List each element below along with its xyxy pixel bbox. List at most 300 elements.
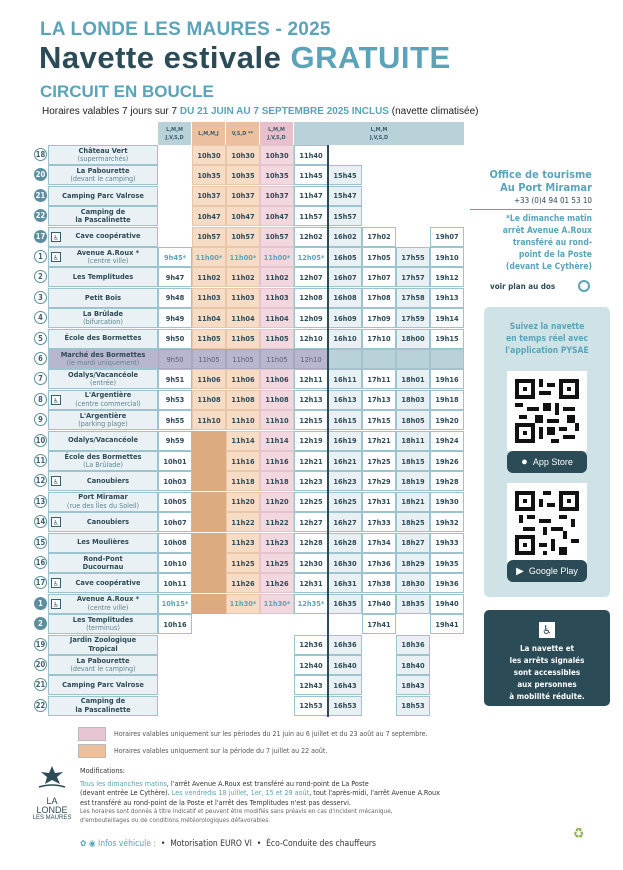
- time-cell: 16h08: [328, 288, 362, 308]
- time-cell: 16h36: [328, 635, 362, 655]
- stop-name: [48, 165, 158, 185]
- google-play-button[interactable]: [507, 560, 587, 582]
- time-cell: [294, 614, 328, 634]
- time-cell: 12h10: [294, 349, 328, 369]
- stop-name-text: Camping de: [80, 206, 126, 216]
- time-cell: 10h47: [192, 206, 226, 226]
- table-row: [34, 349, 464, 369]
- stop-name-text: Canoubiers: [86, 476, 130, 486]
- time-cell: 19h10: [430, 247, 464, 267]
- stop-name-text: La Pabourette: [76, 165, 130, 175]
- time-cell: 19h30: [430, 492, 464, 512]
- town-logo: [30, 765, 74, 821]
- time-cell: 17h07: [362, 267, 396, 287]
- stop-number: 7: [34, 372, 47, 385]
- time-cell: 11h05: [260, 349, 294, 369]
- stop-name-text: Camping Parc Valrose: [62, 190, 144, 200]
- time-cell: 15h47: [328, 186, 362, 206]
- note-line: point de la Poste: [518, 250, 592, 260]
- table-row: [34, 410, 464, 430]
- time-cell: 11h22: [226, 512, 260, 532]
- stop-name-text: Marché des Bormettes: [60, 349, 146, 359]
- time-cell: 11h03: [260, 288, 294, 308]
- subtitle: CIRCUIT EN BOUCLE: [40, 82, 214, 101]
- stop-number: 5: [34, 332, 47, 345]
- office-title-1: Office de tourisme: [489, 168, 592, 181]
- time-cell: [328, 349, 362, 369]
- stop-number: 4: [34, 311, 47, 324]
- time-cell: 12h09: [294, 308, 328, 328]
- time-cell: 11h02: [226, 267, 260, 287]
- stop-name: [48, 492, 158, 512]
- time-cell: 12h25: [294, 492, 328, 512]
- stop-name: [48, 451, 158, 471]
- stop-name-text: Les Moulières: [77, 537, 129, 547]
- time-cell: [192, 573, 226, 593]
- time-cell: 9h51: [158, 369, 192, 389]
- time-cell: 18h30: [396, 573, 430, 593]
- title-main: Navette estivale: [39, 40, 282, 75]
- time-cell: 17h58: [396, 288, 430, 308]
- qr-code-app-store[interactable]: [507, 371, 587, 451]
- time-cell: 11h16: [260, 451, 294, 471]
- time-cell: 16h09: [328, 308, 362, 328]
- table-row: [34, 227, 464, 247]
- time-cell: 18h19: [396, 471, 430, 491]
- qr-code-google-play[interactable]: [507, 483, 587, 563]
- time-cell: [192, 451, 226, 471]
- time-cell: 19h28: [430, 471, 464, 491]
- table-row: [34, 247, 464, 267]
- wheelchair-icon: ♿: [51, 232, 61, 242]
- time-cell: [362, 675, 396, 695]
- validity-dates: DU 21 JUIN AU 7 SEPTEMBRE 2025 INCLUS: [179, 106, 389, 117]
- time-cell: 9h49: [158, 308, 192, 328]
- stop-name-text: Odalys/Vacancéole: [67, 435, 139, 445]
- time-cell: 12h05*: [294, 247, 328, 267]
- legend-text-pink: Horaires valables uniquement sur les périodes du 21 juin au 6 juillet et du 23 août au 7 septembre.: [114, 730, 428, 738]
- time-cell: 17h59: [396, 308, 430, 328]
- time-cell: 11h22: [260, 512, 294, 532]
- time-cell: [362, 206, 396, 226]
- stop-name-detail: (centre ville): [87, 602, 129, 612]
- time-cell: 9h47: [158, 267, 192, 287]
- time-cell: 11h08: [192, 390, 226, 410]
- time-cell: [430, 145, 464, 165]
- time-cell: 11h14: [260, 431, 294, 451]
- stop-name-text: L'Argentière: [84, 390, 132, 400]
- time-cell: [158, 655, 192, 675]
- stop-name-detail: (bifurcation): [83, 317, 123, 327]
- time-cell: 18h03: [396, 390, 430, 410]
- wheelchair-icon: ♿: [51, 517, 61, 527]
- stop-number: 2: [34, 617, 47, 630]
- time-cell: 11h08: [260, 390, 294, 410]
- time-cell: 18h36: [396, 635, 430, 655]
- time-cell: 16h10: [328, 329, 362, 349]
- time-cell: [226, 696, 260, 716]
- column-header: [192, 122, 226, 145]
- time-cell: [328, 145, 362, 165]
- time-cell: [260, 635, 294, 655]
- table-row: [34, 553, 464, 573]
- time-cell: 11h14: [226, 431, 260, 451]
- time-cell: [192, 655, 226, 675]
- play-icon: ▶: [516, 565, 524, 577]
- time-cell: 11h00*: [260, 247, 294, 267]
- stop-name-text: La Brûlade: [82, 308, 124, 318]
- table-row: [34, 635, 464, 655]
- stop-name-detail: (entrée): [89, 378, 117, 388]
- time-cell: 16h02: [328, 227, 362, 247]
- time-cell: 17h38: [362, 573, 396, 593]
- time-cell: [158, 696, 192, 716]
- time-cell: 17h02: [362, 227, 396, 247]
- stop-name-detail: (terminus): [86, 623, 120, 633]
- time-cell: 19h24: [430, 431, 464, 451]
- time-cell: [396, 145, 430, 165]
- divider: [470, 209, 592, 210]
- table-row: [34, 533, 464, 553]
- time-cell: 16h28: [328, 533, 362, 553]
- table-row: [34, 390, 464, 410]
- qr-icon: [515, 491, 579, 555]
- time-cell: 10h57: [192, 227, 226, 247]
- time-cell: 11h10: [192, 410, 226, 430]
- legend-swatch-pink: [78, 727, 106, 741]
- time-cell: [260, 696, 294, 716]
- time-cell: 9h48: [158, 288, 192, 308]
- time-cell: 9h59: [158, 431, 192, 451]
- modifications-paragraph: est transféré au rond-point de la Poste et l'arrêt des Templitudes n'est pas desservi.: [80, 797, 351, 807]
- time-cell: 10h16: [158, 614, 192, 634]
- time-cell: 15h57: [328, 206, 362, 226]
- time-cell: 11h05: [192, 329, 226, 349]
- time-cell: 19h15: [430, 329, 464, 349]
- time-cell: 19h33: [430, 533, 464, 553]
- star-leaf-icon: [37, 765, 67, 791]
- time-cell: 17h21: [362, 431, 396, 451]
- stop-number: 20: [35, 660, 46, 669]
- stop-number: 9: [34, 413, 47, 426]
- time-cell: 17h34: [362, 533, 396, 553]
- time-cell: [430, 349, 464, 369]
- time-cell: 17h15: [362, 410, 396, 430]
- time-cell: 11h10: [226, 410, 260, 430]
- time-cell: 9h50: [158, 329, 192, 349]
- time-cell: 11h04: [226, 308, 260, 328]
- time-cell: [192, 533, 226, 553]
- pysae-title-line: Suivez la navette: [509, 322, 585, 332]
- time-cell: 19h36: [430, 573, 464, 593]
- time-cell: 12h19: [294, 431, 328, 451]
- table-row: [34, 165, 464, 185]
- time-cell: 18h15: [396, 451, 430, 471]
- time-cell: 12h40: [294, 655, 328, 675]
- stop-name-text: Cave coopérative: [75, 578, 141, 588]
- time-cell: 10h01: [158, 451, 192, 471]
- stop-number: 17: [35, 578, 46, 588]
- google-play-label: Google Play: [528, 566, 578, 576]
- validity-suffix: (navette climatisée): [391, 106, 479, 117]
- time-cell: [430, 186, 464, 206]
- stop-number: 22: [35, 700, 46, 710]
- time-cell: 10h37: [226, 186, 260, 206]
- time-cell: 16h27: [328, 512, 362, 532]
- time-cell: 11h23: [226, 533, 260, 553]
- time-cell: 19h14: [430, 308, 464, 328]
- column-header-line: J,V,S,D: [165, 134, 184, 141]
- time-cell: 17h10: [362, 329, 396, 349]
- modifications-paragraph: [80, 788, 460, 798]
- time-cell: 10h57: [260, 227, 294, 247]
- table-row: [34, 573, 464, 593]
- time-cell: 18h35: [396, 594, 430, 614]
- time-cell: 10h07: [158, 512, 192, 532]
- stop-name: [48, 308, 158, 328]
- logo-line-2: LES MAURES: [32, 815, 72, 821]
- time-cell: 19h35: [430, 553, 464, 573]
- recycle-icon: ♻: [573, 826, 585, 842]
- stop-name-text: Camping Parc Valrose: [62, 680, 144, 690]
- stop-name: [48, 369, 158, 389]
- ring-icon: [578, 280, 590, 292]
- time-cell: 12h31: [294, 573, 328, 593]
- time-cell: [192, 492, 226, 512]
- time-cell: 17h31: [362, 492, 396, 512]
- time-cell: 16h23: [328, 471, 362, 491]
- accessibility-line: La navette et: [519, 644, 575, 653]
- time-cell: [396, 349, 430, 369]
- time-cell: [430, 655, 464, 675]
- time-cell: [430, 696, 464, 716]
- app-store-button[interactable]: [507, 451, 587, 473]
- stop-name: [48, 614, 158, 634]
- text: , l'arrêt Avenue A.Roux est transféré au rond-point de La Poste: [166, 778, 369, 788]
- table-row: [34, 471, 464, 491]
- time-cell: 19h07: [430, 227, 464, 247]
- time-cell: 18h21: [396, 492, 430, 512]
- time-cell: [226, 655, 260, 675]
- time-cell: 11h05: [226, 329, 260, 349]
- modifications-notes: [80, 766, 460, 825]
- stop-name: [48, 349, 158, 369]
- stop-name-detail: (devant le camping): [70, 174, 136, 184]
- stop-number: 21: [35, 680, 46, 690]
- time-cell: 10h03: [158, 471, 192, 491]
- page-title: [39, 40, 451, 76]
- stop-name-detail: (centre ville): [87, 256, 129, 265]
- time-cell: [396, 614, 430, 634]
- time-cell: 16h21: [328, 451, 362, 471]
- table-row: [34, 288, 464, 308]
- pysae-title-line: en temps réel avec: [505, 334, 589, 344]
- time-cell: 11h06: [226, 369, 260, 389]
- stop-name-detail: (devant le camping): [70, 664, 136, 673]
- note-line: transféré au rond-: [512, 238, 592, 248]
- stop-number: 1: [34, 250, 47, 263]
- tourist-office-info: [470, 168, 592, 273]
- time-cell: 11h20: [226, 492, 260, 512]
- time-cell: 18h27: [396, 533, 430, 553]
- time-cell: 11h03: [226, 288, 260, 308]
- time-cell: 10h08: [158, 533, 192, 553]
- column-header: [294, 122, 464, 145]
- column-header-line: V,S,D **: [231, 130, 254, 137]
- time-cell: 9h45*: [158, 247, 192, 267]
- time-cell: [362, 349, 396, 369]
- time-cell: 19h18: [430, 390, 464, 410]
- stop-number: 20: [35, 170, 46, 180]
- text: , tout l'après-midi, l'arrêt Avenue A.Roux: [309, 788, 440, 797]
- stop-number: 3: [34, 291, 47, 304]
- time-cell: 16h19: [328, 431, 362, 451]
- time-cell: [192, 696, 226, 716]
- time-cell: 11h04: [192, 308, 226, 328]
- time-cell: 11h18: [260, 471, 294, 491]
- time-cell: 18h00: [396, 329, 430, 349]
- time-cell: 11h45: [294, 165, 328, 185]
- time-cell: 19h12: [430, 267, 464, 287]
- stop-name-detail: (supermarchés): [77, 154, 129, 163]
- stop-name: [48, 390, 158, 410]
- time-cell: 12h53: [294, 696, 328, 716]
- time-cell: 12h11: [294, 369, 328, 389]
- see-map-note: voir plan au dos: [490, 282, 556, 291]
- time-cell: 19h16: [430, 369, 464, 389]
- office-phone[interactable]: +33 (0)4 94 01 53 10: [513, 196, 592, 205]
- stop-name-detail: (parking plage): [78, 419, 128, 429]
- column-header-line: L,M,M,J: [198, 130, 219, 137]
- wheelchair-icon: ♿: [51, 476, 61, 486]
- time-cell: 17h33: [362, 512, 396, 532]
- table-row: [34, 512, 464, 532]
- time-cell: 12h07: [294, 267, 328, 287]
- time-cell: [192, 471, 226, 491]
- table-row: [34, 329, 464, 349]
- table-row: [34, 431, 464, 451]
- time-cell: [158, 675, 192, 695]
- accessibility-line: aux personnes: [517, 680, 577, 689]
- stop-name: [48, 533, 158, 553]
- time-cell: 17h40: [362, 594, 396, 614]
- time-cell: [362, 696, 396, 716]
- time-cell: 17h05: [362, 247, 396, 267]
- note-line: *Le dimanche matin: [505, 214, 592, 224]
- time-cell: 11h26: [226, 573, 260, 593]
- time-cell: 18h40: [396, 655, 430, 675]
- time-cell: [260, 675, 294, 695]
- time-cell: 16h25: [328, 492, 362, 512]
- time-cell: 10h47: [260, 206, 294, 226]
- stop-name-detail: (rue des Îles du Soleil): [66, 500, 140, 510]
- column-divider: [327, 145, 329, 717]
- time-cell: 9h55: [158, 410, 192, 430]
- column-header-line: L,M,M: [166, 126, 183, 133]
- time-cell: 16h43: [328, 675, 362, 695]
- time-cell: [328, 614, 362, 634]
- vehicle-info: ✿ ◉ Infos véhicule : • Motorisation EURO VI • Éco-Conduite des chauffeurs: [80, 839, 377, 849]
- stop-name: [48, 410, 158, 430]
- pysae-title-line: l'application PYSAE: [505, 346, 589, 356]
- modifications-paragraph: [80, 779, 460, 789]
- column-header-line: J,V,S,D: [369, 134, 389, 141]
- qr-icon: [515, 379, 579, 443]
- time-cell: [430, 165, 464, 185]
- table-row: [34, 492, 464, 512]
- time-cell: 19h26: [430, 451, 464, 471]
- stop-name: [48, 594, 158, 614]
- stop-name-detail: (centre commercial): [75, 398, 141, 408]
- accessibility-line: les arrêts signalés: [509, 656, 585, 665]
- stop-name: [48, 553, 158, 573]
- time-cell: 11h06: [192, 369, 226, 389]
- office-title-2: Au Port Miramar: [500, 181, 592, 194]
- time-cell: 16h31: [328, 573, 362, 593]
- time-cell: 17h57: [396, 267, 430, 287]
- time-cell: [260, 614, 294, 634]
- time-cell: [430, 675, 464, 695]
- time-cell: 15h45: [328, 165, 362, 185]
- time-cell: [192, 431, 226, 451]
- time-cell: [192, 614, 226, 634]
- time-cell: [226, 675, 260, 695]
- time-cell: [396, 206, 430, 226]
- stop-name-text: Jardin Zoologique: [69, 635, 137, 645]
- time-cell: 18h25: [396, 512, 430, 532]
- time-cell: 11h47: [294, 186, 328, 206]
- town-year: LA LONDE LES MAURES - 2025: [40, 19, 331, 40]
- time-cell: 10h10: [158, 553, 192, 573]
- time-cell: 12h02: [294, 227, 328, 247]
- time-cell: 17h29: [362, 471, 396, 491]
- time-cell: 18h01: [396, 369, 430, 389]
- stop-number: 15: [35, 537, 46, 547]
- time-cell: 12h36: [294, 635, 328, 655]
- stop-name-detail: (le mardi uniquement): [66, 358, 140, 367]
- wheelchair-icon: ♿: [51, 599, 61, 609]
- stop-name-text: Avenue A.Roux *: [76, 594, 140, 604]
- stop-name-text: Rond-Pont: [83, 553, 123, 563]
- time-cell: 10h35: [226, 165, 260, 185]
- time-cell: 12h23: [294, 471, 328, 491]
- disclaimer: Les horaires sont donnés à titre indicatif et peuvent être modifiés sans préavis en cas d'incident mécanique,: [80, 807, 393, 815]
- stop-name: [48, 267, 158, 287]
- time-cell: 12h13: [294, 390, 328, 410]
- time-cell: 12h10: [294, 329, 328, 349]
- table-row: [34, 308, 464, 328]
- stop-name-text: Camping de: [80, 696, 126, 706]
- column-header: [158, 122, 192, 145]
- time-cell: 10h15*: [158, 594, 192, 614]
- time-cell: 11h26: [260, 573, 294, 593]
- time-cell: 11h30*: [226, 594, 260, 614]
- time-cell: [396, 165, 430, 185]
- time-cell: 11h18: [226, 471, 260, 491]
- time-cell: 10h37: [192, 186, 226, 206]
- time-cell: 19h32: [430, 512, 464, 532]
- time-cell: 11h30*: [260, 594, 294, 614]
- table-row: [34, 145, 464, 165]
- stop-number: 18: [35, 150, 46, 159]
- stop-name: [48, 512, 158, 532]
- legend-swatch-orange: [78, 744, 106, 758]
- table-row: [34, 655, 464, 675]
- time-cell: 11h20: [260, 492, 294, 512]
- stop-name-text: Canoubiers: [86, 516, 130, 526]
- time-cell: 10h11: [158, 573, 192, 593]
- time-cell: [362, 186, 396, 206]
